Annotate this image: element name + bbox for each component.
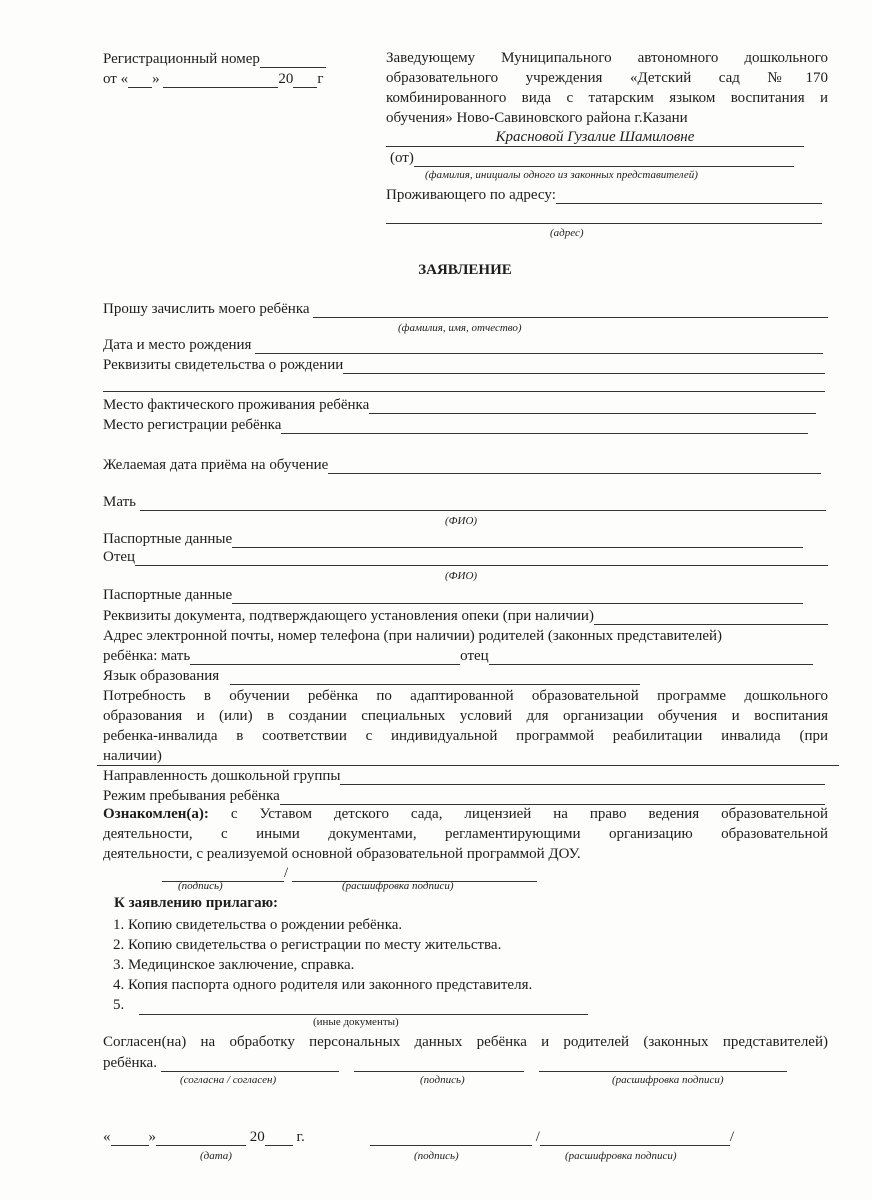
- input-line[interactable]: [328, 459, 821, 474]
- slash: /: [729, 1129, 735, 1145]
- consent-field[interactable]: [103, 1054, 787, 1072]
- label: Реквизиты свидетельства о рождении: [103, 357, 344, 373]
- label: г.: [296, 1129, 305, 1145]
- language-field[interactable]: [103, 667, 640, 685]
- attachment-item[interactable]: [113, 995, 588, 1015]
- decode-line[interactable]: [539, 1057, 787, 1072]
- mother-field[interactable]: [103, 493, 826, 511]
- address-field[interactable]: [386, 186, 822, 204]
- input-line[interactable]: [232, 589, 803, 604]
- label: 20: [278, 71, 294, 87]
- input-line[interactable]: [594, 610, 828, 625]
- label: «: [103, 1129, 111, 1145]
- month-line[interactable]: [156, 1131, 246, 1146]
- input-line[interactable]: [230, 670, 640, 685]
- input-line[interactable]: [340, 770, 825, 785]
- input-line[interactable]: [556, 189, 822, 204]
- decode-line[interactable]: [540, 1131, 730, 1146]
- slash: /: [284, 865, 289, 881]
- text-line: деятельности, с иными документами, регламентирующими организацию образовательной: [103, 826, 828, 842]
- from-hint: (фамилия, инициалы одного из законных представителей): [425, 169, 698, 181]
- group-focus-field[interactable]: [103, 767, 825, 785]
- contacts-label: Адрес электронной почты, номер телефона (при наличии) родителей (законных представителей): [103, 628, 723, 644]
- label: Язык образования: [103, 668, 220, 684]
- date-hint: (дата): [200, 1150, 232, 1162]
- registration-date-field[interactable]: [103, 70, 324, 88]
- addressee-line: образовательного учреждения «Детский сад №170: [386, 70, 828, 86]
- input-line[interactable]: [369, 399, 816, 414]
- text-line: [103, 804, 828, 824]
- input-line[interactable]: [280, 790, 825, 805]
- registration-number-field[interactable]: [103, 50, 326, 68]
- text-line: наличии): [103, 748, 162, 764]
- addressee-block: [386, 48, 828, 128]
- signature-line[interactable]: [354, 1057, 524, 1072]
- year-line[interactable]: [293, 73, 317, 88]
- label: (от): [390, 150, 414, 166]
- input-line[interactable]: [313, 303, 828, 318]
- label: Место фактического проживания ребёнка: [103, 397, 370, 413]
- input-line[interactable]: [140, 496, 826, 511]
- label: 20: [249, 1129, 265, 1145]
- footer-date-field[interactable]: [103, 1128, 305, 1146]
- desired-date-field[interactable]: [103, 456, 821, 474]
- day-line[interactable]: [128, 73, 152, 88]
- label: Направленность дошкольной группы: [103, 768, 341, 784]
- attachment-item: 2. Копию свидетельства о регистрации по месту жительства.: [113, 937, 502, 953]
- label: Паспортные данные: [103, 531, 233, 547]
- head-name: Красновой Гузалие Шамиловне: [386, 130, 804, 147]
- fio-hint: (ФИО): [445, 515, 478, 527]
- decode-hint: (расшифровка подписи): [565, 1150, 677, 1162]
- mother-passport-field[interactable]: [103, 530, 803, 548]
- bold-label: Ознакомлен(а):: [103, 806, 209, 822]
- label: Желаемая дата приёма на обучение: [103, 457, 329, 473]
- label: Прошу зачислить моего ребёнка: [103, 301, 310, 317]
- label: Реквизиты документа, подтверждающего установления опеки (при наличии): [103, 608, 594, 624]
- input-line[interactable]: [386, 209, 822, 224]
- input-line[interactable]: [103, 377, 825, 392]
- agree-hint: (согласна / согласен): [180, 1074, 277, 1086]
- needs-paragraph: [103, 686, 828, 766]
- decode-hint: (расшифровка подписи): [612, 1074, 724, 1086]
- address-line-2[interactable]: [386, 206, 822, 224]
- text-line: Согласен(на) на обработку персональных данных ребёнка и родителей (законных представителей): [103, 1034, 828, 1050]
- input-line[interactable]: [414, 152, 794, 167]
- signature-hint: (подпись): [420, 1074, 465, 1086]
- signature-line[interactable]: [370, 1131, 532, 1146]
- attachments-list: [113, 915, 588, 1015]
- guardianship-field[interactable]: [103, 607, 828, 625]
- label: отец: [460, 648, 489, 664]
- attachment-item: 4. Копия паспорта одного родителя или законного представителя.: [113, 977, 533, 993]
- text-line: ребенка-инвалида в соответствии с индивидуальной программой реабилитации инвалида (при: [103, 728, 828, 744]
- label: Проживающего по адресу:: [386, 187, 556, 203]
- residence-field[interactable]: [103, 396, 816, 414]
- mother-contact-line[interactable]: [190, 650, 460, 665]
- label: ребёнка: мать: [103, 648, 191, 664]
- input-line[interactable]: [232, 533, 803, 548]
- label: Место регистрации ребёнка: [103, 417, 282, 433]
- child-name-field[interactable]: [103, 300, 828, 318]
- other-docs-hint: (иные документы): [313, 1016, 399, 1028]
- label: Паспортные данные: [103, 587, 233, 603]
- footer-signature-field[interactable]: [370, 1128, 734, 1146]
- agree-line[interactable]: [161, 1057, 339, 1072]
- from-field[interactable]: [390, 149, 794, 167]
- text-line: Потребность в обучении ребёнка по адаптированной образовательной программе дошкольного: [103, 688, 828, 704]
- year-line[interactable]: [265, 1131, 293, 1146]
- label: ребёнка.: [103, 1055, 157, 1071]
- decode-hint: (расшифровка подписи): [342, 880, 454, 892]
- label: »: [148, 1129, 156, 1145]
- certificate-field[interactable]: [103, 356, 825, 374]
- label: »: [152, 71, 160, 87]
- child-hint: (фамилия, имя, отчество): [398, 322, 522, 334]
- label: Отец: [103, 549, 136, 565]
- signature-hint: (подпись): [414, 1150, 459, 1162]
- input-line[interactable]: [260, 53, 326, 68]
- birth-field[interactable]: [103, 336, 823, 354]
- label: 5.: [113, 997, 125, 1013]
- text-line: образования и (или) в создании специальных условий для организации обучения и воспитания: [103, 708, 828, 724]
- acknowledged-paragraph: [103, 804, 828, 864]
- label: Регистрационный номер: [103, 51, 260, 67]
- text-line: деятельности, с реализуемой основной образовательной программой ДОУ.: [103, 846, 581, 862]
- father-field[interactable]: [103, 548, 828, 566]
- label: от «: [103, 71, 129, 87]
- input-line[interactable]: [281, 419, 808, 434]
- page-title: ЗАЯВЛЕНИЕ: [418, 262, 512, 278]
- slash: /: [535, 1129, 540, 1145]
- label: Мать: [103, 494, 137, 510]
- text: с Уставом детского сада, лицензией на право ведения образовательной: [208, 806, 828, 822]
- attachments-title: К заявлению прилагаю:: [114, 895, 279, 911]
- addressee-line: Заведующему Муниципального автономного дошкольного: [386, 50, 828, 66]
- input-line[interactable]: [343, 359, 825, 374]
- month-line[interactable]: [163, 73, 278, 88]
- stay-mode-field[interactable]: [103, 787, 825, 805]
- input-line[interactable]: [139, 1000, 588, 1015]
- attachment-item: 3. Медицинское заключение, справка.: [113, 957, 355, 973]
- consent-paragraph: [103, 1032, 828, 1052]
- label: Дата и место рождения: [103, 337, 252, 353]
- address-hint: (адрес): [550, 227, 584, 239]
- father-passport-field[interactable]: [103, 586, 803, 604]
- certificate-line-2[interactable]: [103, 374, 825, 392]
- input-line[interactable]: [135, 551, 828, 566]
- attachment-item: 1. Копию свидетельства о рождении ребёнка.: [113, 917, 403, 933]
- father-contact-line[interactable]: [489, 650, 813, 665]
- label: Режим пребывания ребёнка: [103, 788, 280, 804]
- contacts-field[interactable]: [103, 647, 813, 665]
- addressee-line: обучения» Ново-Савиновского района г.Казани: [386, 110, 688, 126]
- addressee-line: комбинированного вида с татарским языком воспитания и: [386, 90, 828, 106]
- label: г: [317, 71, 324, 87]
- day-line[interactable]: [111, 1131, 149, 1146]
- signature-hint: (подпись): [178, 880, 223, 892]
- input-line[interactable]: [255, 339, 823, 354]
- fio-hint: (ФИО): [445, 570, 478, 582]
- needs-input-line[interactable]: [97, 765, 839, 766]
- registration-place-field[interactable]: [103, 416, 808, 434]
